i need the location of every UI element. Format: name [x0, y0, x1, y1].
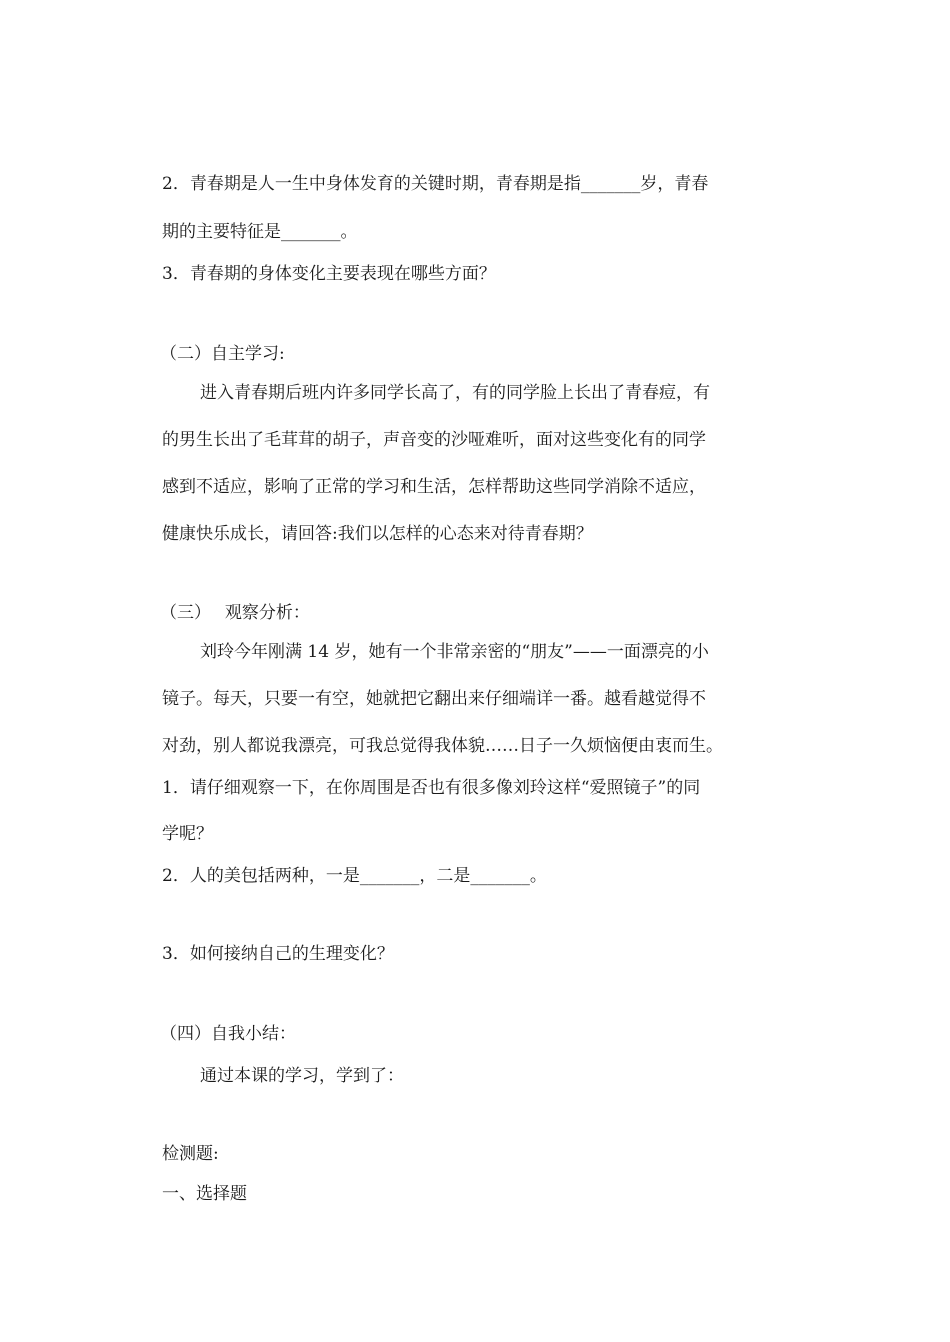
section-2-title: （二）自主学习: — [160, 344, 285, 364]
section-3-paragraph-line-2: 镜子。每天，只要一有空，她就把它翻出来仔细端详一番。越看越觉得不 — [162, 689, 706, 709]
section-3-question-1-line-2: 学呢？ — [162, 824, 213, 844]
section-3-paragraph-line-3: 对劲，别人都说我漂亮，可我总觉得我体貌……日子一久烦恼便由衷而生。 — [162, 736, 723, 756]
section-2-paragraph-line-1: 进入青春期后班内许多同学长高了，有的同学脸上长出了青春痘，有 — [200, 383, 710, 403]
question-2-line-1: 2．青春期是人一生中身体发育的关键时期，青春期是指_______岁，青春 — [162, 174, 709, 194]
question-2-line-2: 期的主要特征是_______。 — [162, 222, 358, 242]
test-subtitle-multiple-choice: 一、选择题 — [162, 1184, 247, 1204]
section-3-paragraph-line-1: 刘玲今年刚满 14 岁，她有一个非常亲密的“朋友”——一面漂亮的小 — [200, 642, 709, 662]
section-3-title: （三） 观察分析： — [160, 603, 310, 623]
question-3: 3．青春期的身体变化主要表现在哪些方面？ — [162, 264, 496, 284]
section-3-question-3: 3．如何接纳自己的生理变化？ — [162, 944, 394, 964]
section-3-question-2: 2．人的美包括两种，一是_______，二是_______。 — [162, 866, 547, 886]
section-2-paragraph-line-2: 的男生长出了毛茸茸的胡子，声音变的沙哑难听，面对这些变化有的同学 — [162, 430, 706, 450]
section-4-text: 通过本课的学习，学到了： — [200, 1066, 404, 1086]
section-2-paragraph-line-3: 感到不适应，影响了正常的学习和生活，怎样帮助这些同学消除不适应， — [162, 477, 706, 497]
section-3-question-1-line-1: 1．请仔细观察一下，在你周围是否也有很多像刘玲这样“爱照镜子”的同 — [162, 778, 701, 798]
test-title: 检测题: — [162, 1144, 219, 1164]
section-2-paragraph-line-4: 健康快乐成长，请回答:我们以怎样的心态来对待青春期？ — [162, 524, 593, 544]
section-4-title: （四）自我小结： — [160, 1024, 296, 1044]
